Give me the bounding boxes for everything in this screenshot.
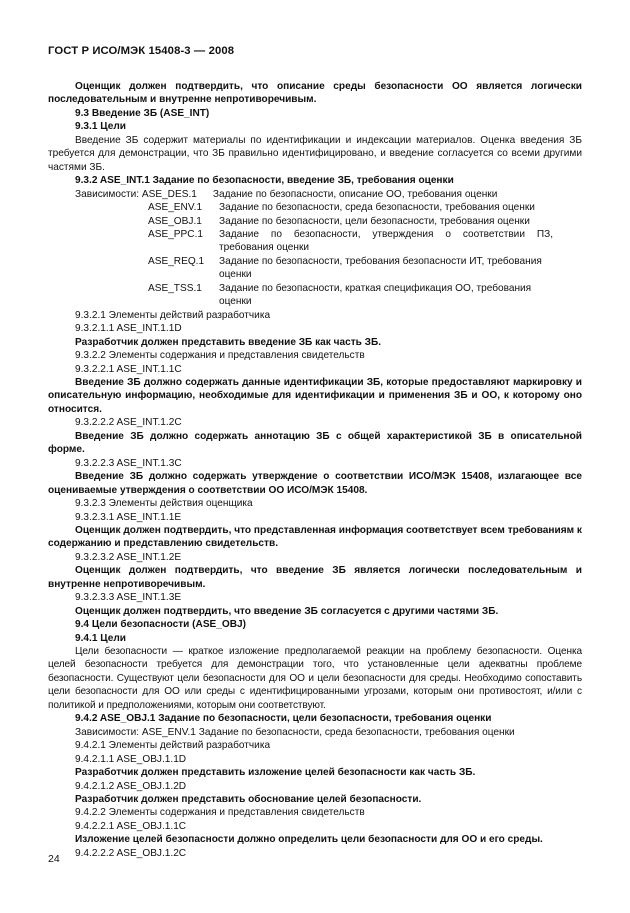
paragraph: Цели безопасности — краткое изложение предполагаемой реакции на проблему безопасности. Оценка целей безопасности требуется для демонстрации того, что установленные цели адекватны проблеме безопасности. Существуют цели безопасности для ОО и цели безопасности для среды. Необходимо сопоставить цели безопасности для ОО или среды с идентифицированными угрозами, которым они противостоят, и/или с политикой и предположениями, которым они соответствуют. — [48, 646, 582, 711]
clause-number: 9.4.2.1.1 ASE_OBJ.1.1D — [75, 753, 187, 765]
page-number: 24 — [48, 853, 60, 865]
requirement-text: Введение ЗБ должно содержать аннотацию ЗБ с общей характеристикой ЗБ в описательной форме. — [48, 430, 582, 456]
dependency-id: ASE_REQ.1 — [148, 255, 205, 267]
clause-number: 9.3.2.3.1 ASE_INT.1.1E — [75, 511, 182, 523]
clause-number: 9.4.2.2 Элементы содержания и представления свидетельств — [75, 807, 365, 819]
requirement-text: Изложение целей безопасности должно определить цели безопасности для ОО и его среды. — [75, 834, 543, 846]
section-heading: 9.3 Введение ЗБ (ASE_INT) — [75, 107, 210, 119]
clause-number: 9.4.2.1.2 ASE_OBJ.1.2D — [75, 780, 187, 792]
clause-number: 9.3.2.3.3 ASE_INT.1.3E — [75, 592, 182, 604]
dependency-desc: Задание по безопасности, утверждения о соответствии ПЗ, требования оценки — [219, 228, 553, 254]
requirement-text: Оценщик должен подтвердить, что введение ЗБ согласуется с другими частями ЗБ. — [75, 605, 499, 617]
dependency-id: ASE_DES.1 — [141, 188, 197, 200]
clause-number: 9.3.2.1 Элементы действий разработчика — [75, 309, 271, 321]
clause-number: 9.4.2.2.2 ASE_OBJ.1.2C — [75, 847, 187, 859]
requirement-text: Разработчик должен представить обоснование целей безопасности. — [75, 794, 422, 806]
subsection-heading: 9.3.1 Цели — [75, 121, 126, 133]
clause-number: 9.3.2.1.1 ASE_INT.1.1D — [75, 323, 182, 335]
dependency-id: ASE_ENV.1 — [148, 202, 203, 214]
clause-number: 9.3.2.2.3 ASE_INT.1.3C — [75, 457, 182, 469]
requirement-text: Разработчик должен представить изложение целей безопасности как часть ЗБ. — [75, 767, 476, 779]
paragraph: Оценщик должен подтвердить, что описание среды безопасности ОО является логически последовательным и внутренне непротиворечивым. — [48, 81, 582, 106]
dependency-id: ASE_TSS.1 — [148, 282, 202, 294]
requirement-text: Разработчик должен представить введение ЗБ как часть ЗБ. — [75, 336, 382, 348]
dependencies-label: Зависимости: — [75, 188, 140, 200]
dependency-row — [48, 228, 582, 255]
document-body — [48, 80, 582, 860]
requirement-text: Оценщик должен подтвердить, что представленная информация соответствует всем требованиям к содержанию и представлению свидетельств. — [48, 524, 582, 550]
requirement-text: Оценщик должен подтвердить, что введение ЗБ является логически последовательным и внутренне непротиворечивым. — [48, 565, 582, 590]
clause-number: 9.3.2.2.1 ASE_INT.1.1C — [75, 363, 182, 375]
subsection-heading: 9.3.2 ASE_INT.1 Задание по безопасности, введение ЗБ, требования оценки — [75, 175, 454, 187]
dependency-row — [48, 282, 582, 309]
page-header: ГОСТ Р ИСО/МЭК 15408-3 — 2008 — [48, 45, 235, 57]
section-heading: 9.4 Цели безопасности (ASE_OBJ) — [75, 619, 247, 631]
dependency-desc: Задание по безопасности, описание ОО, требования оценки — [212, 188, 498, 200]
clause-number: 9.3.2.2 Элементы содержания и представления свидетельств — [75, 350, 365, 362]
requirement-text: Введение ЗБ должно содержать утверждение о соответствии ИСО/МЭК 15408, излагающее все оцениваемые утверждения о соответствии ОО ИСО/МЭК 15408. — [48, 471, 582, 496]
clause-number: 9.3.2.3.2 ASE_INT.1.2E — [75, 551, 182, 563]
dependency-id: ASE_PPC.1 — [148, 228, 203, 240]
clause-number: 9.4.2.2.1 ASE_OBJ.1.1C — [75, 820, 187, 832]
subsection-heading: 9.4.1 Цели — [75, 632, 126, 644]
dependency-row — [48, 215, 582, 228]
clause-number: 9.4.2.1 Элементы действий разработчика — [75, 740, 271, 752]
clause-number: 9.3.2.3 Элементы действия оценщика — [75, 498, 253, 510]
subsection-heading: 9.4.2 ASE_OBJ.1 Задание по безопасности, цели безопасности, требования оценки — [75, 713, 492, 725]
dependency-line: Зависимости: ASE_ENV.1 Задание по безопасности, среда безопасности, требования оценки — [75, 726, 515, 738]
dependency-desc: Задание по безопасности, краткая спецификация ОО, требования оценки — [219, 282, 532, 308]
requirement-text: Введение ЗБ должно содержать данные идентификации ЗБ, которые предоставляют маркировку и описательную информацию, необходимые для идентификации и применения ЗБ и ОО, к которому оно относится. — [48, 376, 582, 415]
dependency-row — [48, 201, 582, 214]
dependency-desc: Задание по безопасности, требования безопасности ИТ, требования оценки — [219, 255, 542, 281]
dependency-row — [48, 255, 582, 282]
paragraph: Введение ЗБ содержит материалы по идентификации и индексации материалов. Оценка введения ЗБ требуется для демонстрации, что ЗБ правильно идентифицировано, и введение согласуется со всеми другими частями ЗБ. — [48, 134, 582, 173]
dependency-id: ASE_OBJ.1 — [148, 215, 202, 227]
clause-number: 9.3.2.2.2 ASE_INT.1.2C — [75, 417, 182, 429]
dependency-desc: Задание по безопасности, среда безопасности, требования оценки — [219, 202, 535, 214]
dependency-desc: Задание по безопасности, цели безопасности, требования оценки — [219, 215, 530, 227]
dependency-row — [48, 188, 582, 201]
